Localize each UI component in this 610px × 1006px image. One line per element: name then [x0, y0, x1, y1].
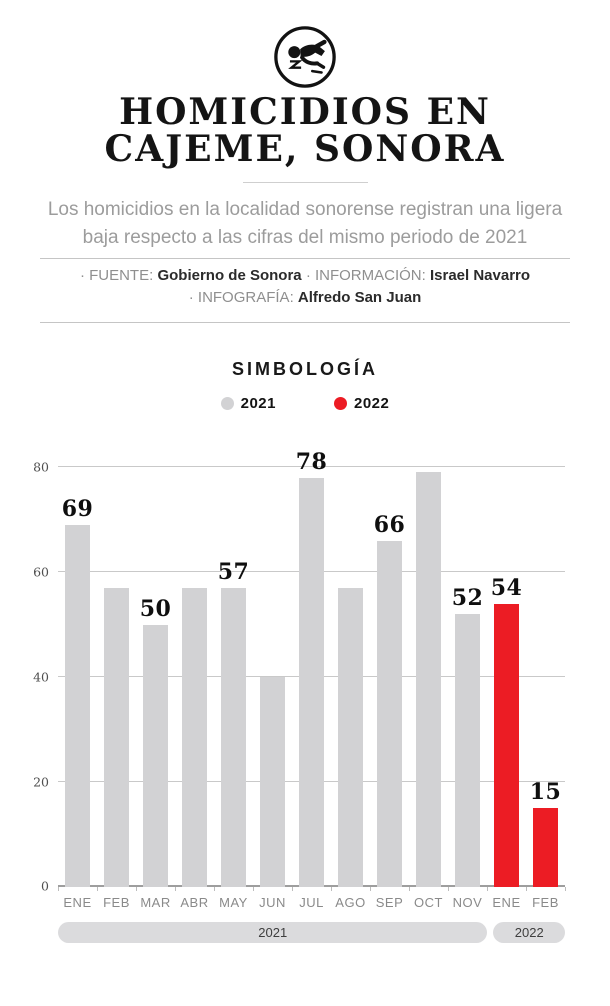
- fuente-value: Gobierno de Sonora: [157, 267, 302, 284]
- crime-scene-body-icon: [272, 24, 338, 90]
- month-label-may-2021: MAY: [219, 895, 248, 910]
- bar-value-label: 78: [295, 448, 328, 475]
- divider-bottom: [40, 322, 570, 323]
- month-label-abr-2021: ABR: [180, 895, 209, 910]
- y-axis-tick-label: 40: [33, 669, 49, 684]
- year-band-label: 2021: [258, 925, 288, 940]
- month-label-ene-2021: ENE: [63, 895, 92, 910]
- infografia-value: Alfredo San Juan: [297, 289, 422, 306]
- informacion-value: Israel Navarro: [429, 267, 531, 284]
- legend-dot-2021: [221, 397, 234, 410]
- fuente-label: · FUENTE:: [79, 267, 154, 284]
- year-band-label: 2022: [514, 925, 544, 940]
- year-bands: [58, 922, 565, 943]
- bar-ago-2021: [338, 588, 363, 887]
- bar-nov-2021: [451, 585, 484, 887]
- y-axis-tick-label: 20: [33, 774, 49, 789]
- bar-jul-2021: [295, 448, 328, 888]
- axis-ticks: [58, 887, 565, 892]
- bar-feb-2021: [104, 588, 129, 887]
- bar-value-label: 50: [139, 595, 172, 622]
- legend-item-2022: [334, 395, 389, 412]
- informacion-label: · INFORMACIÓN:: [305, 267, 426, 284]
- subtitle: [0, 196, 610, 252]
- y-axis-tick-label: 60: [33, 564, 49, 579]
- legend-label: 2022: [354, 395, 390, 412]
- credits-line1: [0, 265, 610, 287]
- bar-mar-2021: [139, 595, 172, 888]
- bar-oct-2021: [416, 472, 441, 887]
- bar-abr-2021: [182, 588, 207, 887]
- credits-block: [0, 259, 610, 316]
- plot-area: [33, 448, 565, 894]
- bar-feb-2022: [529, 779, 562, 887]
- month-label-nov-2021: NOV: [452, 895, 483, 910]
- bars: [58, 448, 565, 887]
- publication-logo: [0, 24, 610, 90]
- month-label-feb-2021: FEB: [103, 895, 130, 910]
- month-label-jun-2021: JUN: [259, 895, 286, 910]
- year-band-2022: [493, 922, 565, 943]
- infografia-label: · INFOGRAFÍA:: [188, 289, 294, 306]
- bar-value-label: 66: [373, 511, 406, 538]
- legend-title: SIMBOLOGÍA: [232, 359, 378, 379]
- month-label-oct-2021: OCT: [414, 895, 443, 910]
- y-axis-tick-label: 80: [33, 459, 49, 474]
- month-labels: [58, 895, 565, 910]
- page-title-line1: HOMICIDIOS EN: [119, 91, 491, 133]
- bar-may-2021: [217, 558, 250, 887]
- month-label-ago-2021: AGO: [335, 895, 366, 910]
- bar-value-label: 52: [451, 585, 484, 611]
- legend-label: 2021: [240, 395, 276, 412]
- month-label-jul-2021: JUL: [299, 895, 324, 910]
- legend-items: [0, 395, 610, 412]
- month-label-ene-2022: ENE: [492, 895, 521, 910]
- year-band-2021: [58, 922, 487, 943]
- bar-value-label: 57: [217, 558, 250, 585]
- legend-dot-2022: [334, 397, 347, 410]
- bar-ene-2022: [490, 574, 523, 888]
- title-underline-rule: [243, 182, 368, 183]
- month-label-mar-2021: MAR: [140, 895, 171, 910]
- bar-ene-2021: [61, 495, 94, 887]
- bar-value-label: 15: [529, 779, 562, 806]
- credits-line2: [0, 287, 610, 309]
- bar-sep-2021: [373, 511, 406, 888]
- homicides-bar-chart: [33, 448, 565, 943]
- subtitle-line2: baja respecto a las cifras del mismo periodo de 2021: [82, 227, 528, 248]
- subtitle-line1: Los homicidios en la localidad sonorense registran una ligera: [47, 199, 563, 220]
- legend-item-2021: [221, 395, 276, 412]
- bar-jun-2021: [260, 677, 285, 887]
- y-axis-tick-label: 0: [41, 878, 49, 894]
- month-label-feb-2022: FEB: [532, 895, 559, 910]
- page-title-line2: CAJEME, SONORA: [104, 128, 506, 170]
- bar-value-label: 54: [490, 574, 523, 601]
- page-title: [0, 91, 610, 170]
- month-label-sep-2021: SEP: [375, 895, 404, 910]
- bar-value-label: 69: [61, 495, 94, 522]
